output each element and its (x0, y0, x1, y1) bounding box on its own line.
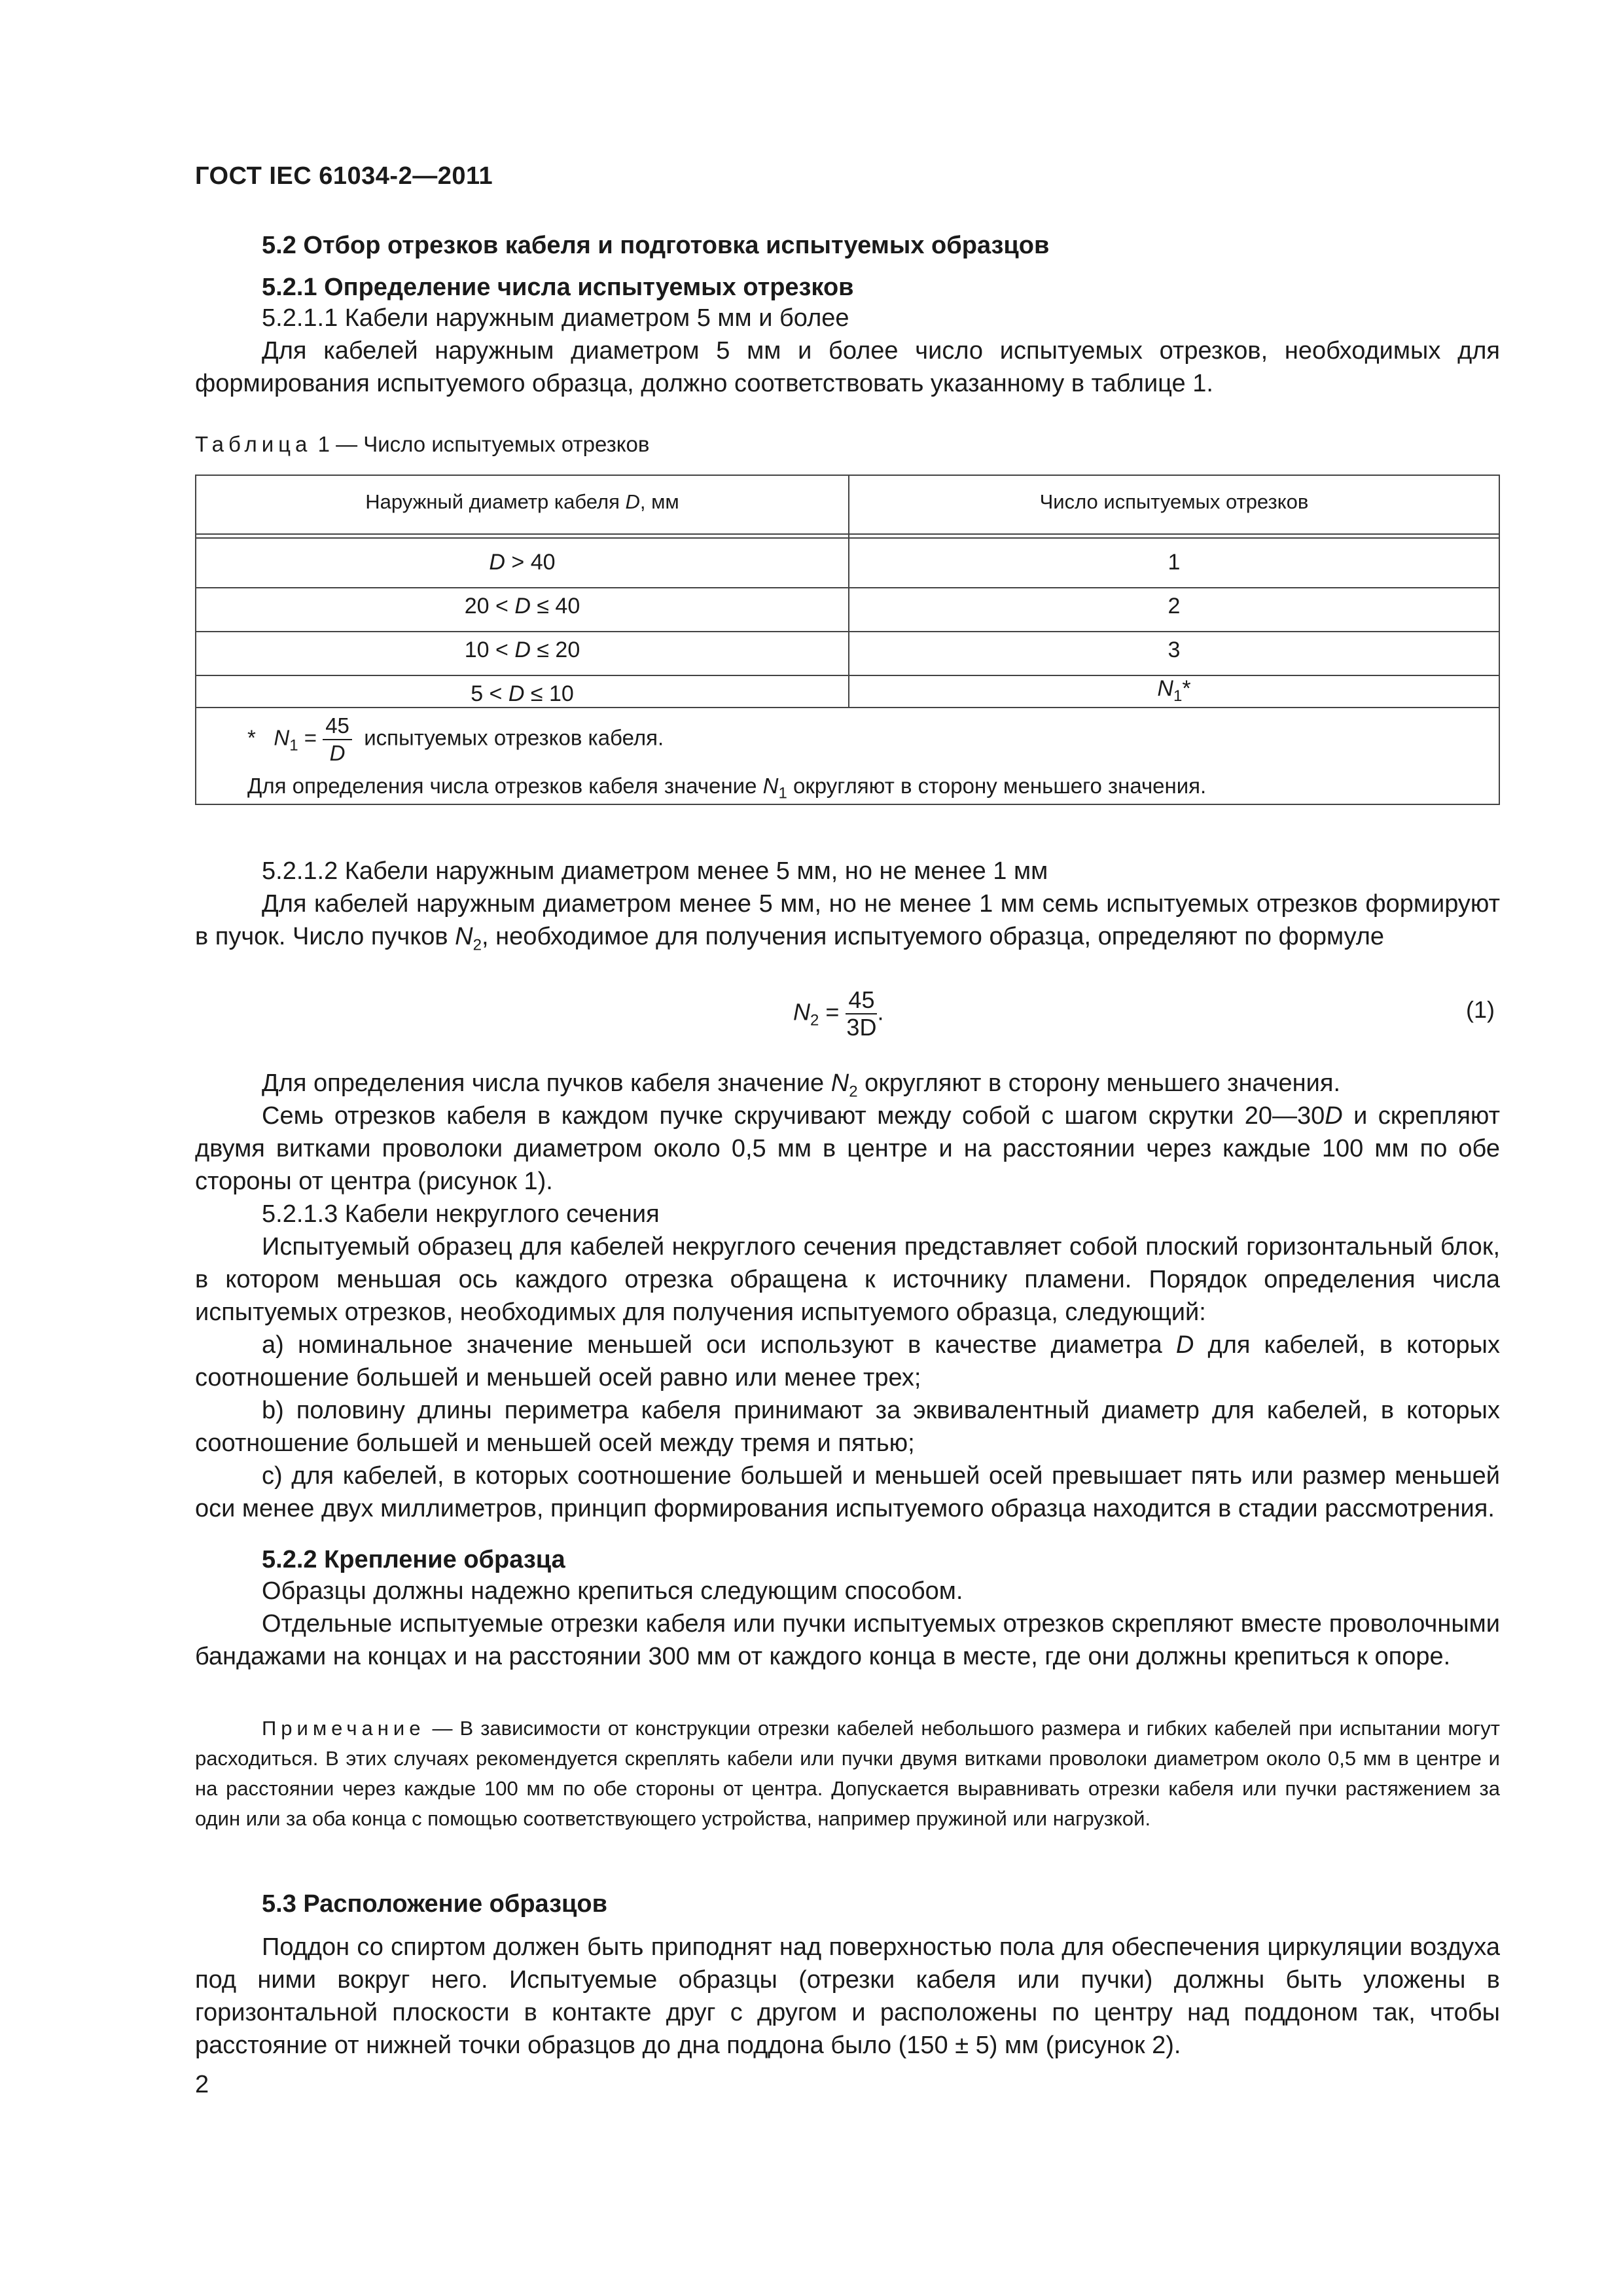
table-cell-count-3: 3 (1168, 637, 1181, 662)
section-5-2-2-note (195, 1713, 1500, 1834)
document-header: ГОСТ IEC 61034-2—2011 (195, 162, 493, 190)
table-header-count: Число испытуемых отрезков (1039, 490, 1309, 513)
section-5-2-title: 5.2 Отбор отрезков кабеля и подготовка испытуемых образцов (262, 232, 1050, 259)
formula-fraction: $\frac{45}{3D}$ (846, 986, 877, 1041)
table-cell-count-4: $N_1*$ (1157, 676, 1191, 705)
formula-number: (1) (1466, 996, 1495, 1023)
table-cell-diameter-4: 5 < D ≤ 10 (471, 681, 574, 706)
section-5-2-1-2-title: 5.2.1.2 Кабели наружным диаметром менее 5 мм, но не менее 1 мм (262, 857, 1048, 885)
table-footnote-note: Для определения числа отрезков кабеля значение $N_1$ округляют в сторону меньшего значения. (247, 774, 1207, 802)
section-5-2-1-3-item-a: a) номинальное значение меньшей оси используют в качестве диаметра D для кабелей, в которых соотношение большей и меньшей осей равно или менее трех; (195, 1331, 1500, 1391)
section-5-2-1-3-text: Испытуемый образец для кабелей некруглого сечения представляет собой плоский горизонтальный блок, в котором меньшая ось каждого отрезка обращена к источнику пламени. Порядок определения числа испытуемых отрезков, необходимых для получения испытуемого образца, следующий: (195, 1233, 1500, 1326)
table-caption-lead: Таблица (195, 432, 312, 456)
footnote-fraction: $\frac{45}{D}$ (323, 713, 352, 766)
note-text: — В зависимости от конструкции отрезки кабелей небольшого размера и гибких кабелей при испытании могут расходиться. В этих случаях рекомендуется скреплять кабели или пучки двумя витками проволоки диаметром около 0,5 мм в центре и на расстоянии через каждые 100 мм по обе стороны от центра. Допускается выравнивать отрезки кабеля или пучки растяжением за один или за оба конца с помощью соответствующего устройства, например пружиной или нагрузкой. (195, 1717, 1500, 1830)
section-5-2-1-2-p2: Для определения числа пучков кабеля значение $N_2$ округляют в сторону меньшего значения. (262, 1069, 1341, 1101)
section-5-3-title: 5.3 Расположение образцов (262, 1890, 607, 1918)
page-number: 2 (195, 2071, 209, 2098)
note-lead: Примечание (262, 1717, 425, 1740)
footnote-star: * (247, 725, 256, 750)
table-cell-count-2: 2 (1168, 594, 1181, 619)
section-5-2-1-1-title: 5.2.1.1 Кабели наружным диаметром 5 мм и более (262, 304, 849, 332)
section-5-2-1-title: 5.2.1 Определение числа испытуемых отрезков (262, 274, 854, 301)
table-header-diameter: Наружный диаметр кабеля D, мм (365, 490, 679, 513)
table-cell-diameter-2: 20 < D ≤ 40 (464, 594, 580, 619)
table-cell-count-1: 1 (1168, 550, 1181, 575)
section-5-2-1-1-text: Для кабелей наружным диаметром 5 мм и более число испытуемых отрезков, необходимых для формирования испытуемого образца, должно соответствовать указанному в таблице 1. (195, 337, 1500, 397)
section-5-2-1-2-text: Для кабелей наружным диаметром менее 5 мм, но не менее 1 мм семь испытуемых отрезков формируют в пучок. Число пучков $N_2$, необходимое для получения испытуемого образца, определяют по формуле (195, 890, 1500, 954)
section-5-2-1-3-item-b: b) половину длины периметра кабеля принимают за эквивалентный диаметр для кабелей, в которых соотношение большей и меньшей осей между тремя и пятью; (195, 1397, 1500, 1457)
table-caption-rest: 1 — Число испытуемых отрезков (317, 432, 650, 456)
table-1 (195, 475, 1500, 805)
section-5-2-1-3-item-c: c) для кабелей, в которых соотношение большей и меньшей осей превышает пять или размер меньшей оси менее двух миллиметров, принцип формирования испытуемого образца находится в стадии рассмотрения. (195, 1462, 1500, 1522)
section-5-2-1-2-p3: Семь отрезков кабеля в каждом пучке скручивают между собой с шагом скрутки 20—30D и скрепляют двумя витками проволоки диаметром около 0,5 мм в центре и на расстоянии через каждые 100 мм по обе стороны от центра (рисунок 1). (195, 1102, 1501, 1195)
section-5-3-text: Поддон со спиртом должен быть приподнят над поверхностью пола для обеспечения циркуляции воздуха под ними вокруг него. Испытуемые образцы (отрезки кабеля или пучки) должны быть уложены в горизонтальной плоскости в контакте друг с другом и расположены по центру над поддоном так, чтобы расстояние от нижней точки образцов до дна поддона было (150 ± 5) мм (рисунок 2). (195, 1933, 1500, 2059)
table-cell-diameter-1: D > 40 (489, 550, 556, 575)
section-5-2-2-p2: Отдельные испытуемые отрезки кабеля или пучки испытуемых отрезков скрепляют вместе проволочными бандажами на концах и на расстоянии 300 мм от каждого конца в месте, где они должны крепиться к опоре. (195, 1610, 1500, 1670)
section-5-2-2-p1: Образцы должны надежно крепиться следующим способом. (262, 1577, 963, 1605)
section-5-2-2-title: 5.2.2 Крепление образца (262, 1546, 565, 1573)
table-footnote: * $N_1$ = $\frac{45}{D}$ испытуемых отрезков кабеля. (247, 713, 664, 765)
formula-1: $N_2$ = $\frac{45}{3D}$ . (793, 986, 884, 1041)
table-caption (195, 432, 649, 457)
table-cell-diameter-3: 10 < D ≤ 20 (464, 637, 580, 662)
section-5-2-1-3-title: 5.2.1.3 Кабели некруглого сечения (262, 1200, 660, 1228)
